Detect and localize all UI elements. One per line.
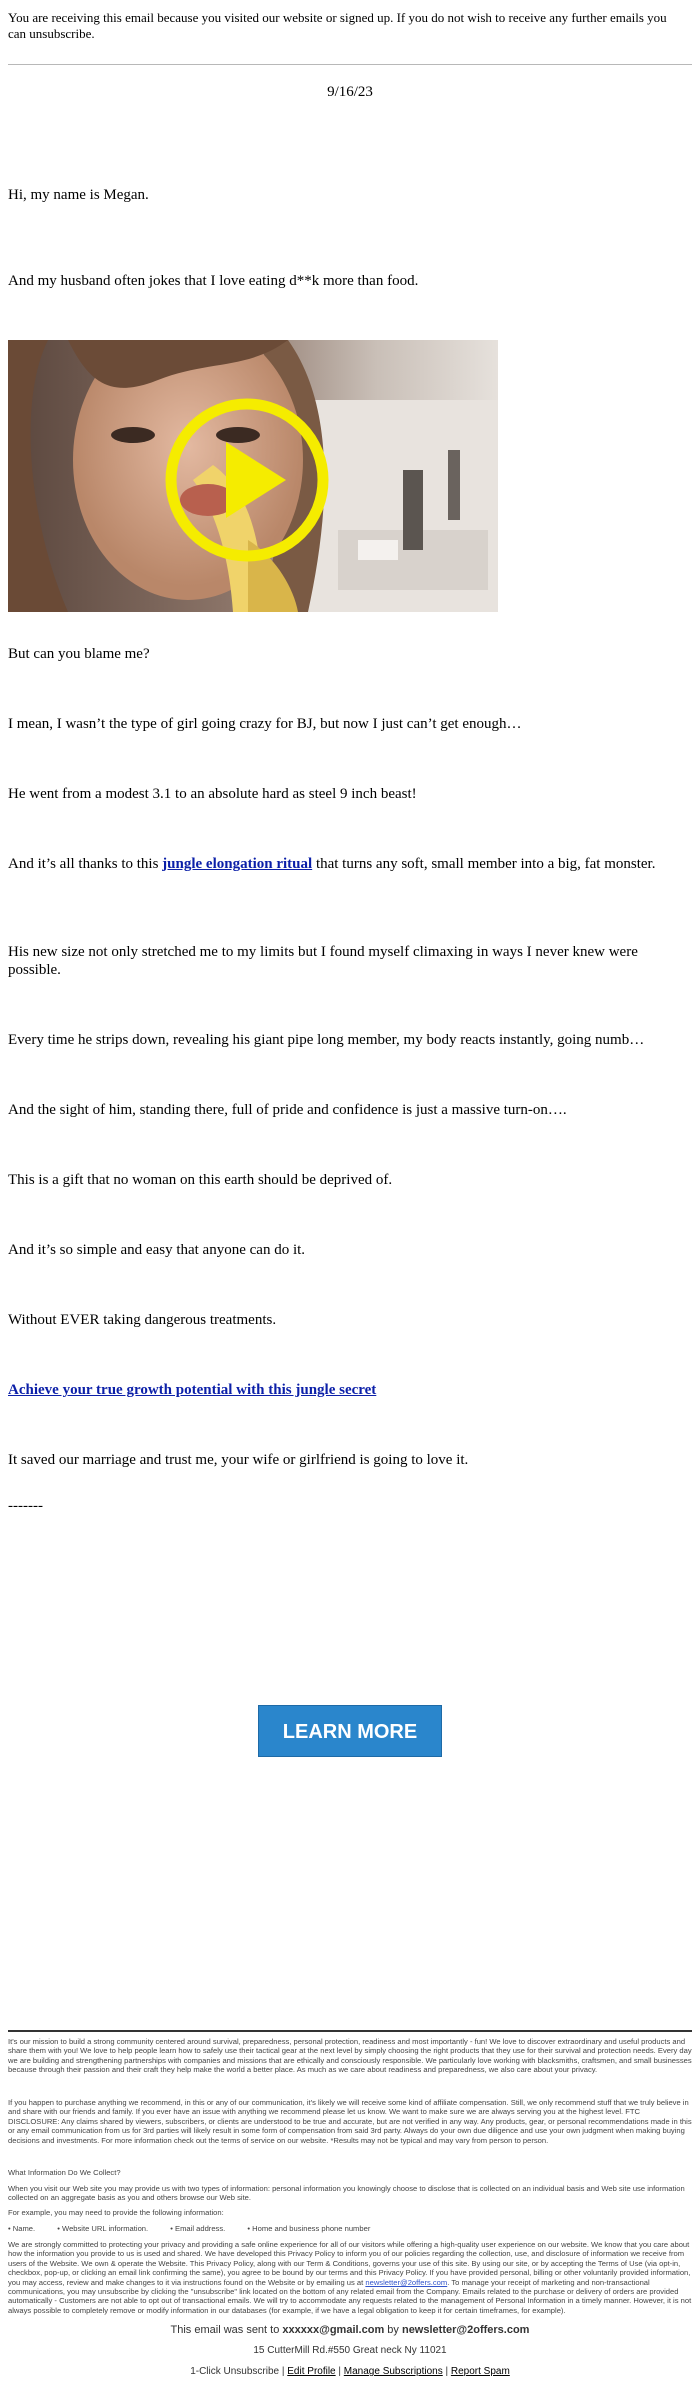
footer-privacy — [8, 2240, 692, 2315]
paragraph-ritual — [8, 855, 692, 873]
ritual-text-before: And it’s all thanks to this — [8, 856, 163, 872]
paragraph-sight: And the sight of him, standing there, full of pride and confidence is just a massive turn-on…. — [8, 1102, 567, 1118]
paragraph-husband: And my husband often jokes that I love eating d**k more than food. — [8, 273, 419, 289]
footer-example: For example, you may need to provide the following information: — [8, 2208, 224, 2217]
unsubscribe-notice: You are receiving this email because you visited our website or signed up. If you do not wish to receive any further emails you can unsubscribe. — [8, 10, 667, 41]
mailing-address: 15 CutterMill Rd.#550 Great neck Ny 11021 — [253, 2345, 447, 2356]
sender-email: newsletter@2offers.com — [401, 2324, 530, 2336]
paragraph-intro: Hi, my name is Megan. — [8, 187, 149, 203]
footer-bullets — [8, 2224, 692, 2233]
privacy-text-before: We are strongly committed to protecting your privacy and providing a safe online experience for all of our visitors while offering a high-quality user experience on our website. We know that you care about how the information you provide to us is used and shared. We have developed this Privacy Policy to inform you of our policies regarding the collection, use, and disclosure of information we receive from users of the Website. We own & operate the Website. This Privacy Policy, along with our Term & Conditions, governs your use of this site. By using our site, or by accepting the Terms of Use (via opt-in, checkbox, pop-up, or clicking an email link confirming the same), you agree to be bound by our terms and this Privacy Policy. If you have provided personal, billing or other voluntarily provided information, you may access, review and make changes to it via instructions found on the Website or by emailing us at — [8, 2240, 691, 2287]
edit-profile-link[interactable]: Edit Profile — [287, 2366, 336, 2377]
footer-mission: It's our mission to build a strong community centered around survival, preparedness, personal protection, readiness and most importantly - fun! We love to discover extraordinary and useful products and share them with you! We love to help people learn how to safely use their tactical gear at the next level by simply choosing the right products that they use for their survival and protection needs. Every day we are building and strengthening partnerships with companies and missions that are ethically and consciously responsible. We particularly love working with blacksmiths, craftsmen, and small businesses because through their passion and their craft they help make the world a better place. As much as we care about readiness and preparedness, we also care about your privacy. — [8, 2037, 692, 2075]
bullet-email: • Email address. — [170, 2224, 226, 2233]
ritual-text-after: that turns any soft, small member into a big, fat monster. — [312, 856, 656, 872]
paragraph-treatments: Without EVER taking dangerous treatments. — [8, 1312, 277, 1328]
link-separator: | — [279, 2366, 288, 2377]
manage-subscriptions-link[interactable]: Manage Subscriptions — [343, 2366, 443, 2377]
header-divider — [8, 64, 692, 65]
video-thumbnail[interactable] — [8, 340, 498, 612]
privacy-email-link[interactable]: newsletter@2offers.com — [365, 2277, 448, 2287]
footer-links — [0, 2366, 700, 2377]
paragraph-strips: Every time he strips down, revealing his giant pipe long member, my body reacts instantly, going numb… — [8, 1032, 645, 1048]
recipient-email: xxxxxx@gmail.com — [282, 2324, 385, 2336]
paragraph-enough: I mean, I wasn’t the type of girl going crazy for BJ, but now I just can’t get enough… — [8, 716, 522, 732]
footer-what-heading: What Information Do We Collect? — [8, 2168, 121, 2177]
sent-by: by — [384, 2324, 402, 2336]
paragraph-limits: His new size not only stretched me to my limits but I found myself climaxing in ways I never knew were possible. — [8, 944, 638, 978]
link-separator: | — [335, 2366, 344, 2377]
footer-divider — [8, 2030, 692, 2032]
dash-separator: ------- — [8, 1498, 43, 1514]
growth-potential-link[interactable]: Achieve your true growth potential with this jungle secret — [8, 1382, 377, 1398]
bullet-name: • Name. — [8, 2224, 36, 2233]
learn-more-button[interactable]: LEARN MORE — [258, 1705, 442, 1757]
email-date: 9/16/23 — [327, 84, 373, 100]
privacy-text-after: . To manage your receipt of marketing and non-transactional communications, you may unsubscribe by clicking the "unsubscribe" link located on the bottom of any related email from the Company. Emails related to the purchase or delivery of orders are provided automatically - Customers are not able to opt out of transactional emails. We will try to accommodate any requests related to the management of Personal Information in a timely manner. However, it is not always possible to completely remove or modify information in our databases (for example, if we have a legal obligation to keep it for certain timeframes, for example). — [8, 2277, 692, 2315]
bullet-url: • Website URL information. — [57, 2224, 149, 2233]
paragraph-gift: This is a gift that no woman on this earth should be deprived of. — [8, 1172, 393, 1188]
footer-disclosure: If you happen to purchase anything we recommend, in this or any of our communication, it's likely we will receive some kind of affiliate compensation. Still, we only recommend stuff that we truly believe in and share with our friends and family. If you ever have an issue with anything we recommend please let us know. We want to make sure we are always serving you at the highest level. FTC DISCLOSURE: Any claims shared by viewers, subscribers, or clients are understood to be true and accurate, but are not verified in any way. Any products, gear, or personal recommendations made in this or any email communication from us for 3rd parties will likely result in some form of compensation from said 3rd party. Always do your own due diligence and use your own judgment when making buying decisions and investments. For more information check out the terms of service on our website. *Results may not be typical and may vary from person to person. — [8, 2098, 692, 2145]
sent-to-line — [0, 2324, 700, 2336]
video-frame-image — [8, 340, 498, 612]
ritual-link[interactable]: jungle elongation ritual — [162, 856, 313, 872]
report-spam-link[interactable]: Report Spam — [450, 2366, 510, 2377]
paragraph-cta-link — [8, 1381, 692, 1399]
one-click-unsubscribe[interactable]: 1-Click Unsubscribe — [190, 2366, 280, 2377]
bullet-phone: • Home and business phone number — [247, 2224, 371, 2233]
sent-prefix: This email was sent to — [170, 2324, 283, 2336]
paragraph-blame: But can you blame me? — [8, 646, 150, 662]
paragraph-marriage: It saved our marriage and trust me, your wife or girlfriend is going to love it. — [8, 1452, 469, 1468]
paragraph-beast: He went from a modest 3.1 to an absolute hard as steel 9 inch beast! — [8, 786, 417, 802]
footer-what-text: When you visit our Web site you may provide us with two types of information: personal information you knowingly choose to disclose that is collected on an individual basis and Web site use information collected on an aggregate basis as you and others browse our Web site. — [8, 2184, 685, 2203]
paragraph-simple: And it’s so simple and easy that anyone can do it. — [8, 1242, 306, 1258]
link-separator: | — [442, 2366, 451, 2377]
